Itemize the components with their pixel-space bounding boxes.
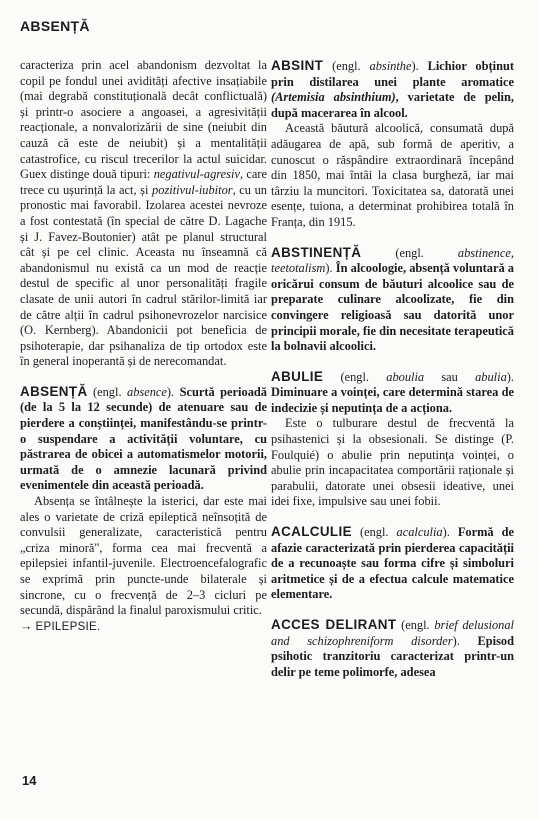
entry-acalculie: ACALCULIE (engl. acalculia). Formă de afazie caracterizată prin pierderea capacității de a recunoaște sau forma cifre și simboluri aritmetice și de a efectua calcule matematice elementare. bbox=[271, 524, 514, 602]
definition: Scurtă perioadă (de la 5 la 12 secunde) de atenuare sau de pierdere a conștiinței, manifestându-se printr-o suspendare a activității voluntare, cu păstrarea de obicei a automatismelor motorii, urmată de o amnezie lacunară privind evenimentele din această perioadă. bbox=[20, 384, 267, 493]
cross-reference: → EPILEPSIE. bbox=[20, 618, 101, 633]
headword: ABSTINENȚĂ bbox=[271, 244, 362, 260]
headword: ABSENȚĂ bbox=[20, 383, 88, 399]
entry-absint: ABSINT (engl. absinthe). Lichior obținut prin distilarea unei plante aromatice (Artemisia absinthium), varietate de pelin, după macerarea în alcool. Această băutură alcoolică, consumată după adăugarea de apă, sub formă de aperitiv, a cunoscut o răspândire extraordinară începând din 1850, mai întâi la clasa burgheză, iar mai târziu la muncitori. Toxicitatea sa, datorată unei esențe, tuiona, a determinat prohibirea totală în Franța, din 1915. bbox=[271, 58, 514, 229]
continued-paragraph: caracteriza prin acel abandonism dezvoltat la copil pe fondul unei avidități afective insațiabile (mai degrabă constituțională decât conflictuală) și printr-o asociere a angoasei, a agresivității reacționale, a nonvalorizării de sine (neiubit din cauză că este de neiubit) și a mentalității catastrofice, cu riscul trecerilor la actul suicidar. Guex distinge două tipuri: negativul-agresiv, care trece cu ușurință la act, și pozitivul-iubitor, cu un pronostic mai favorabil. Izolarea acestei nevroze a fost contestată (în special de către D. Lagache și J. Favez-Boutonier) atât pe planul structural cât și pe cel clinic. Aceasta nu înseamnă că abandonismul nu există ca un mod de reacție destul de specific al unor personalități fragile clasate de unii autori în cadrul stărilor-limită iar de către alții în cadrul psihonevrozelor narcisice (O. Kernberg). Abandonicii pot beneficia de psihoterapie, dar psihanaliza de tip ortodox este în general inoperantă și de nerecomandat. bbox=[20, 58, 267, 369]
type-negative: negativul-agresiv bbox=[153, 167, 240, 182]
headword: ABULIE bbox=[271, 368, 324, 384]
headword: ABSINT bbox=[271, 58, 324, 73]
definition: Formă de afazie caracterizată prin pierderea capacității de a recunoaște sau forma cifre și simboluri aritmetice și de a efectua calcule matematice elementare. bbox=[271, 525, 514, 602]
type-positive: pozitivul-iubitor bbox=[152, 182, 233, 197]
entry-abulie: ABULIE (engl. aboulia sau abulia). Diminuare a voinței, care determină starea de indecizie și neputința de a acționa. Este o tulburare destul de frecventă la psihastenici și la obsesionali. Se distinge (P. Foulquié) o abulie prin neputința voinței, o abulie prin incapacitatea comportării raționale și parabulii, datorate unei obsesii ideative, unei idei fixe, impulsive sau unei fobii. bbox=[271, 368, 514, 509]
entry-body: Această băutură alcoolică, consumată după adăugarea de apă, sub formă de aperitiv, a cunoscut o răspândire extraordinară începând din 1850, mai întâi la clasa burgheză, iar mai târziu la muncitori. Toxicitatea sa, datorată unei esențe, tuiona, a determinat prohibirea totală în Franța, din 1915. bbox=[271, 121, 514, 229]
entry-body: Este o tulburare destul de frecventă la psihastenici și la obsesionali. Se distinge (P. Foulquié) o abulie prin neputința voinței, o abulie prin incapacitatea comportării raționale și parabulii, datorate unei obsesii ideative, unei idei fixe, impulsive sau unei fobii. bbox=[271, 416, 514, 509]
page-number: 14 bbox=[22, 773, 37, 788]
running-head: ABSENȚĂ bbox=[20, 18, 90, 34]
entry-body: Absența se întâlnește la isterici, dar este mai ales o varietate de criză epileptică neînsoțită de convulsii generalizate, caracteristică pentru „criza minoră", forma cea mai frecventă a epilepsiei infantil-juvenile. Electroencefalografic se exprimă prin puncte-unde bilaterale și sincrone, cu o frecvență de 2–3 cicluri pe secundă, dispărând la finalul paroxismului critic. bbox=[20, 494, 267, 618]
definition: Diminuare a voinței, care determină starea de indecizie și neputința de a acționa. bbox=[271, 385, 514, 415]
headword: ACALCULIE bbox=[271, 524, 352, 540]
definition: În alcoologie, absență voluntară a oricărui consum de băuturi alcoolice sau de preparate culinare alcoolizate, fie din convingere religioasă sau datorită unor principii morale, fie din necesitate terapeutică la bolnavii alcoolici. bbox=[271, 261, 514, 354]
left-column bbox=[20, 58, 267, 635]
entry-absenta: ABSENȚĂ (engl. absence). Scurtă perioadă (de la 5 la 12 secunde) de atenuare sau de pierdere a conștiinței, manifestându-se printr-o suspendare a activității voluntare, cu păstrarea de obicei a automatismelor motorii, urmată de o amnezie lacunară privind evenimentele din această perioadă. Absența se întâlnește la isterici, dar este mai ales o varietate de criză epileptică neînsoțită de convulsii generalizate, caracteristică pentru „criza minoră", forma cea mai frecventă a epilepsiei infantil-juvenile. Electroencefalografic se exprimă prin puncte-unde bilaterale și sincrone, cu o frecvență de 2–3 cicluri pe secundă, dispărând la finalul paroxismului critic. → EPILEPSIE. bbox=[20, 384, 267, 636]
right-column bbox=[271, 58, 514, 680]
headword: ACCES DELIRANT bbox=[271, 617, 397, 632]
definition: Lichior obținut prin distilarea unei plante aromatice (Artemisia absinthium), varietate de pelin, după macerarea în alcool. bbox=[271, 59, 514, 120]
definition: Episod psihotic tranzitoriu caracterizat printr-un delir pe teme polimorfe, adesea bbox=[271, 633, 514, 679]
entry-acces-delirant: ACCES DELIRANT (engl. brief delusional and schizophreniform disorder). Episod psihotic tranzitoriu caracterizat printr-un delir pe teme polimorfe, adesea bbox=[271, 617, 514, 679]
entry-abstinenta: ABSTINENȚĂ (engl. abstinence, teetotalism). În alcoologie, absență voluntară a oricărui consum de băuturi alcoolice sau de preparate culinare alcoolizate, fie din convingere religioasă sau datorită unor principii morale, fie din necesitate terapeutică la bolnavii alcoolici. bbox=[271, 244, 514, 354]
